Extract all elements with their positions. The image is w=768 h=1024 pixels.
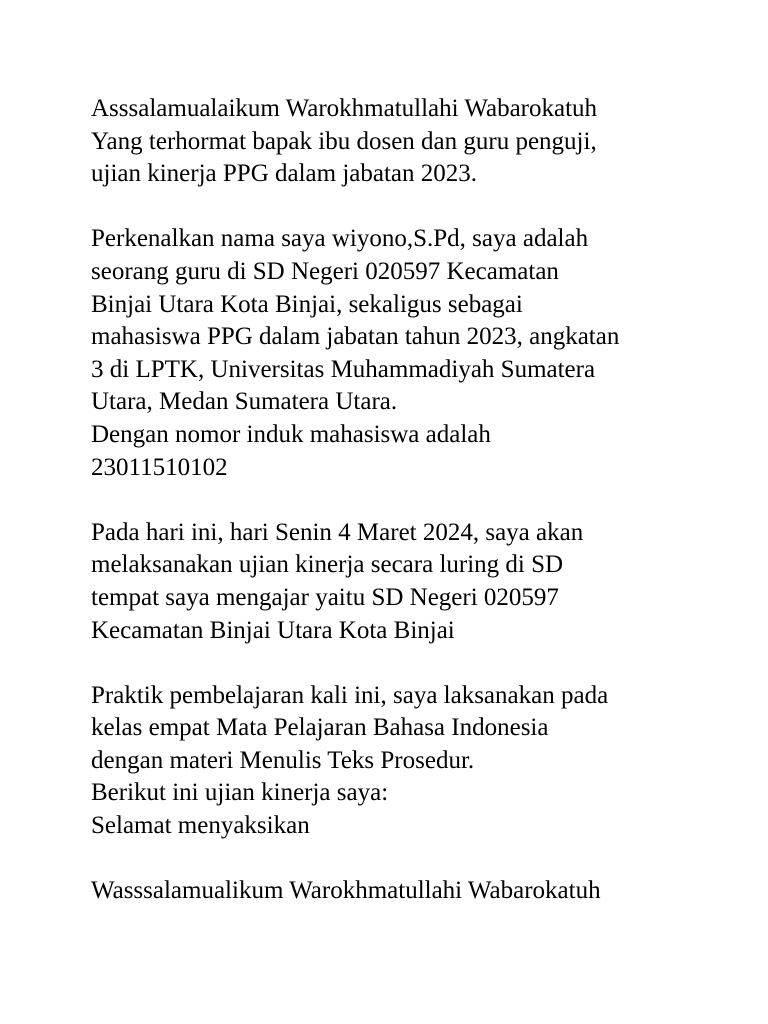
text-line: seorang guru di SD Negeri 020597 Kecamatan xyxy=(91,257,559,285)
text-line: mahasiswa PPG dalam jabatan tahun 2023, angkatan xyxy=(91,323,620,351)
text-line: Wasssalamualikum Warokhmatullahi Wabarokatuh xyxy=(91,877,601,905)
student-id-line: 23011510102 xyxy=(91,453,228,481)
text-line: Berikut ini ujian kinerja saya: xyxy=(91,779,389,807)
text-line: Yang terhormat bapak ibu dosen dan guru penguji, xyxy=(91,127,597,155)
introduction-paragraph xyxy=(91,223,711,484)
text-line: 3 di LPTK, Universitas Muhammadiyah Sumatera xyxy=(91,355,596,383)
text-line: Asssalamualaikum Warokhmatullahi Wabarokatuh xyxy=(91,95,598,122)
text-line: Pada hari ini, hari Senin 4 Maret 2024, saya akan xyxy=(91,518,584,546)
text-line: Dengan nomor induk mahasiswa adalah xyxy=(91,420,491,448)
text-line: ujian kinerja PPG dalam jabatan 2023. xyxy=(91,160,478,188)
text-line: Praktik pembelajaran kali ini, saya laksanakan pada xyxy=(91,681,609,709)
document-page xyxy=(91,93,711,940)
greeting-paragraph xyxy=(91,93,711,191)
lesson-paragraph xyxy=(91,680,711,843)
text-line: tempat saya mengajar yaitu SD Negeri 020597 xyxy=(91,583,559,611)
text-line: Utara, Medan Sumatera Utara. xyxy=(91,388,398,416)
text-line: kelas empat Mata Pelajaran Bahasa Indonesia xyxy=(91,714,549,742)
text-line: Kecamatan Binjai Utara Kota Binjai xyxy=(91,616,455,644)
exam-schedule-paragraph xyxy=(91,517,711,647)
text-line: dengan materi Menulis Teks Prosedur. xyxy=(91,746,475,774)
text-line: Perkenalkan nama saya wiyono,S.Pd, saya adalah xyxy=(91,225,589,253)
text-line: Binjai Utara Kota Binjai, sekaligus sebagai xyxy=(91,290,523,318)
text-line: melaksanakan ujian kinerja secara luring di SD xyxy=(91,551,564,579)
closing-paragraph xyxy=(91,875,711,908)
text-line: Selamat menyaksikan xyxy=(91,812,310,840)
